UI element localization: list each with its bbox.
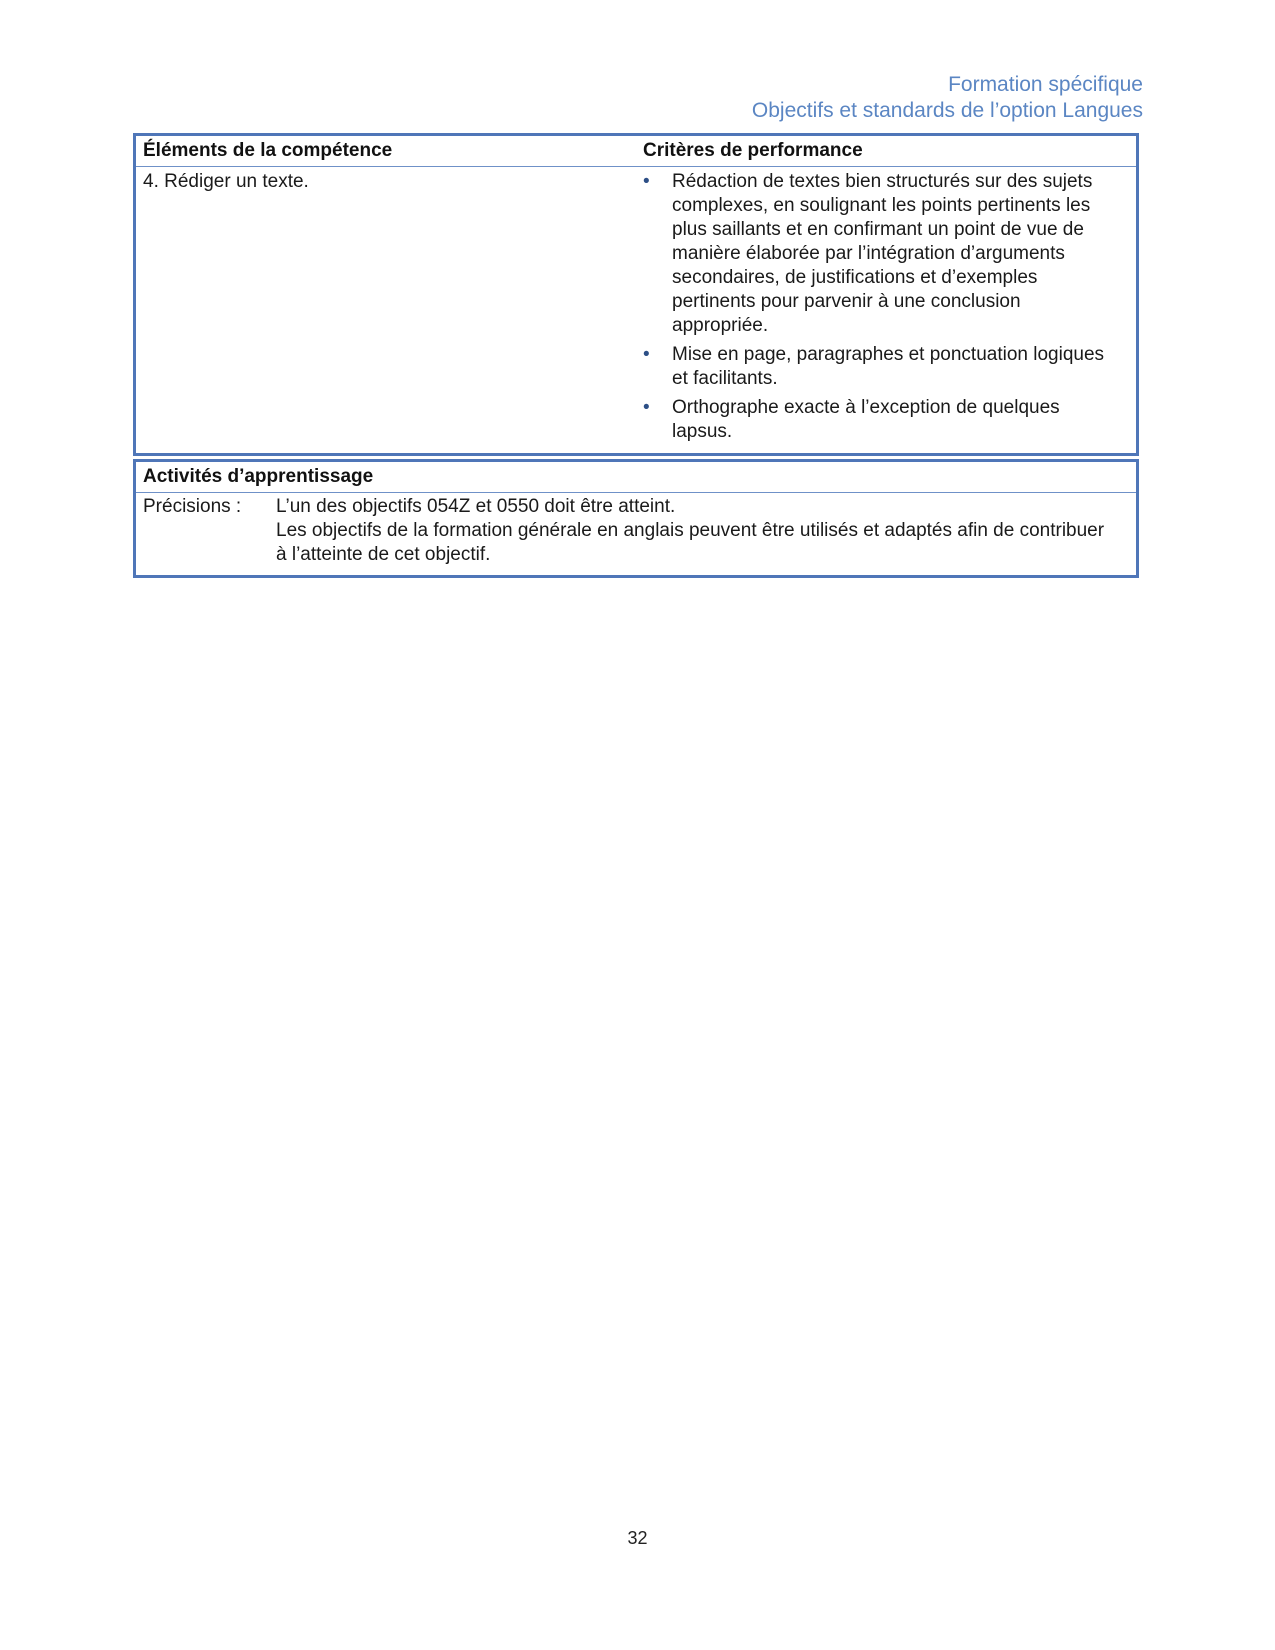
- header-document-title: Objectifs et standards de l’option Langues: [751, 99, 1143, 122]
- competence-table: [133, 133, 1139, 456]
- column-header-criteres: Critères de performance: [643, 140, 863, 161]
- precisions-line-2: Les objectifs de la formation générale en anglais peuvent être utilisés et adaptés afin de contribuer à l’atteinte de cet objectif.: [276, 520, 1105, 565]
- bullet-icon: •: [643, 171, 650, 192]
- header-section-title: Formation spécifique: [948, 73, 1143, 96]
- precisions-row: [136, 493, 1136, 567]
- precisions-body: [276, 495, 1136, 567]
- list-item: [643, 396, 1136, 444]
- activites-title: Activités d’apprentissage: [143, 466, 374, 487]
- page-number: 32: [627, 1528, 648, 1548]
- criteres-list: [636, 167, 1136, 444]
- activites-table-header: [136, 462, 1136, 493]
- element-competence: 4. Rédiger un texte.: [143, 171, 309, 192]
- bullet-icon: •: [643, 344, 650, 365]
- precisions-label: Précisions :: [143, 496, 242, 517]
- activites-table: [133, 459, 1139, 578]
- competence-table-header: [136, 136, 1136, 167]
- critere-text: Rédaction de textes bien structurés sur des sujets complexes, en soulignant les points pertinents les plus saillants et en confirmant un point de vue de manière élaborée par l’intégration d’arguments secondaires, de justifications et d’exemples pertinents pour parvenir à une conclusion appropriée.: [672, 171, 1093, 336]
- critere-text: Mise en page, paragraphes et ponctuation logiques et facilitants.: [672, 344, 1105, 389]
- page-header: [752, 72, 1143, 124]
- list-item: [643, 170, 1136, 338]
- bullet-icon: •: [643, 397, 650, 418]
- precisions-line-1: L’un des objectifs 054Z et 0550 doit être atteint.: [276, 496, 676, 517]
- critere-text: Orthographe exacte à l’exception de quelques lapsus.: [672, 397, 1060, 442]
- list-item: [643, 343, 1136, 391]
- competence-table-row: [136, 167, 1136, 449]
- column-header-elements: Éléments de la compétence: [143, 140, 393, 161]
